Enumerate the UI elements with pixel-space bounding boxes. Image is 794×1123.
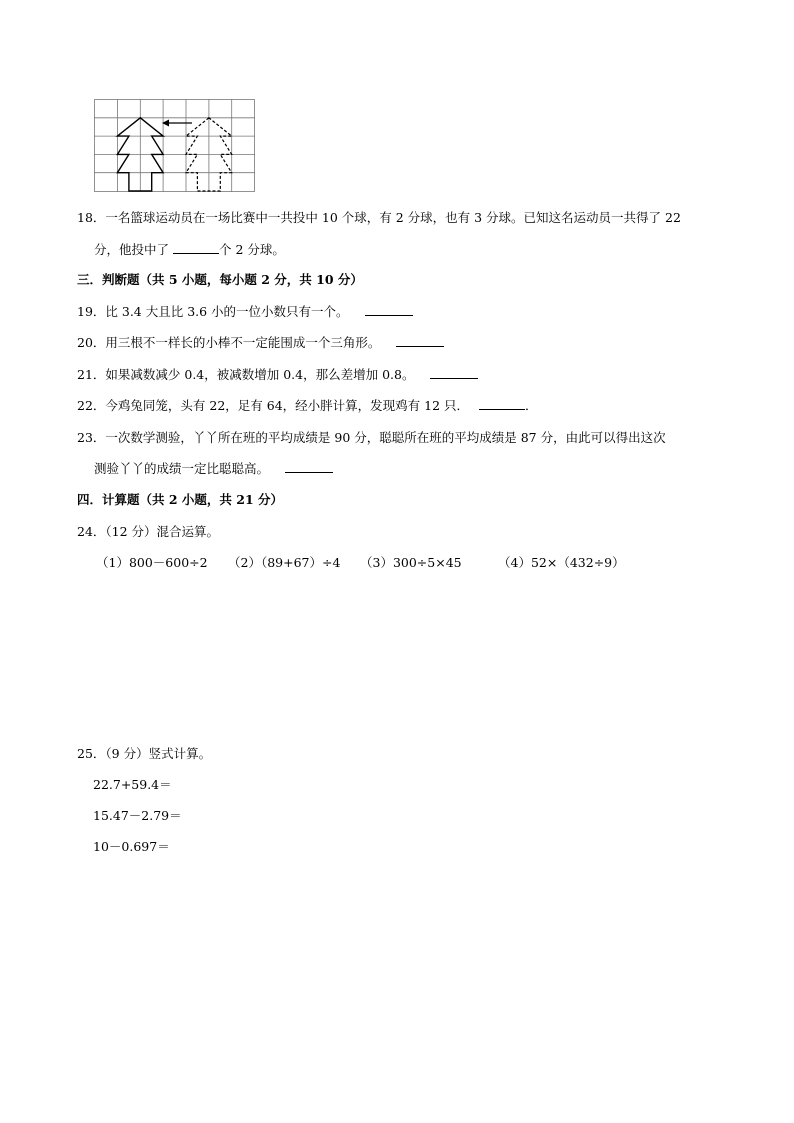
grid-tree-figure	[94, 99, 256, 193]
answer-blank-19[interactable]	[365, 303, 413, 316]
question-18-pre: 分，他投中了	[94, 242, 173, 257]
answer-blank-22[interactable]	[479, 397, 525, 410]
question-22	[77, 396, 538, 414]
left-arrow-icon	[162, 120, 192, 127]
q24-item-2: （2）（89+67）÷4	[228, 555, 341, 570]
question-24-header: 24．（12 分）混合运算。	[77, 524, 220, 539]
answer-blank-20[interactable]	[396, 334, 444, 347]
question-18-line1: 18．一名篮球运动员在一场比赛中一共投中 10 个球，有 2 分球，也有 3 分球。已知这名运动员一共得了 22	[77, 210, 681, 225]
answer-blank-23[interactable]	[285, 460, 333, 473]
q25-item-2: 15.47－2.79＝	[93, 808, 182, 823]
answer-blank-18[interactable]	[173, 241, 219, 254]
question-18-line2	[94, 240, 285, 258]
question-18-post: 个 2 分球。	[218, 242, 285, 257]
question-21-text: 21．如果减数减少 0.4，被减数增加 0.4，那么差增加 0.8。	[77, 367, 415, 382]
section-3-title: 三．判断题（共 5 小题，每小题 2 分，共 10 分）	[77, 272, 363, 287]
question-19	[77, 302, 413, 320]
q25-item-3: 10－0.697＝	[93, 839, 170, 854]
question-23-line2	[94, 459, 333, 477]
question-22-end: ．	[525, 398, 538, 413]
question-23-line2-text: 测验丫丫的成绩一定比聪聪高。	[94, 461, 270, 476]
question-20	[77, 333, 444, 351]
q25-item-1: 22.7+59.4＝	[93, 777, 172, 792]
answer-blank-21[interactable]	[430, 366, 478, 379]
grid	[94, 99, 255, 192]
q24-item-1: （1）800－600÷2	[96, 555, 208, 570]
question-20-text: 20．用三根不一样长的小棒不一定能围成一个三角形。	[77, 335, 381, 350]
q24-item-3: （3）300÷5×45	[360, 555, 462, 570]
question-19-text: 19．比 3.4 大且比 3.6 小的一位小数只有一个。	[77, 304, 349, 319]
question-22-text: 22．今鸡兔同笼，头有 22，足有 64，经小胖计算，发现鸡有 12 只．	[77, 398, 470, 413]
question-23-line1: 23．一次数学测验，丫丫所在班的平均成绩是 90 分，聪聪所在班的平均成绩是 87 分，由此可以得出这次	[77, 430, 666, 445]
section-4-title: 四．计算题（共 2 小题，共 21 分）	[77, 492, 284, 507]
question-21	[77, 365, 478, 383]
q24-item-4: （4）52×（432÷9）	[498, 555, 625, 570]
question-25-header: 25．（9 分）竖式计算。	[77, 746, 212, 761]
